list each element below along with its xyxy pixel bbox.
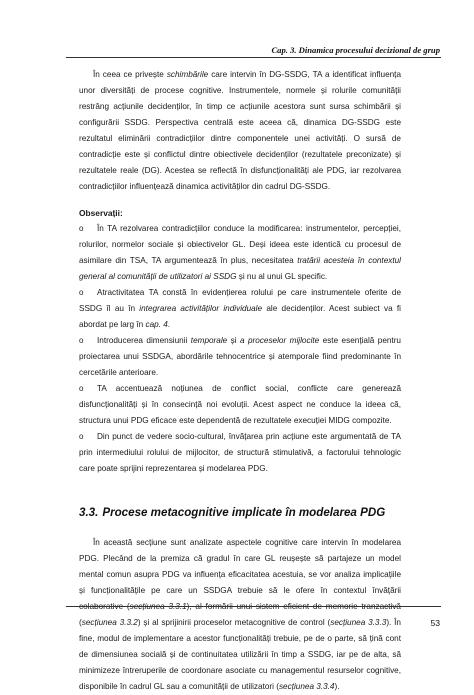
observations-title: Observații: xyxy=(79,208,123,218)
paragraph-dynamics: În ceea ce privește schimbările care intervin în DG-SSDG, TA a identificat influența unor diversități de procese cognitive. Instrumentele, normele și rolurile comunității restrâng acțiunile decidenților, în timp ce acțiunile acestora sunt sursa schimbării și configurării SSDG. Perspectiva centrală este aceea că, dinamica DG-SSDG este rezultatul eliminării contradicțiilor dintre componentele unei activități. O sursă de contradicție este și conflictul dintre obiectivele decidenților (rezultatele preconizate) și rezultatele reale (DG). Acestea se reflectă în disfuncționalități ale PDG, iar rezolvarea contradicțiilor influențează dinamica activităților din cadrul DG-SSDG. xyxy=(79,70,402,191)
bullet-icon: o xyxy=(79,384,84,393)
page-number: 53 xyxy=(430,618,440,628)
observation-item: o TA accentuează noțiunea de conflict social, conflicte care generează disfuncționalități și în consecință noi evoluții. Acest aspect ne conduce la ideea că, structura unui PDG eficace este dependentă de rezultatele execuției MIDG compozite. xyxy=(79,381,401,429)
bullet-icon: o xyxy=(79,288,84,297)
footer-divider xyxy=(66,606,441,607)
bullet-icon: o xyxy=(79,336,84,345)
header-divider xyxy=(66,57,441,58)
bullet-icon: o xyxy=(79,224,84,233)
section-heading xyxy=(79,505,401,521)
observation-item: o Din punct de vedere socio-cultural, învățarea prin acțiune este argumentată de TA prin intermediului rolului de mijlocitor, de structură stimulativă, a factorului tehnologic care poate sprijini reprezentarea și modelarea PDG. xyxy=(79,429,401,477)
bullet-icon: o xyxy=(79,432,84,441)
section-title: Procese metacognitive implicate în modelarea PDG xyxy=(102,506,386,519)
page-body xyxy=(79,67,401,695)
section-number: 3.3. xyxy=(79,506,99,519)
observation-item: o Introducerea dimensiunii temporale și a proceselor mijlocite este esențială pentru proiectarea unui SSDGA, abordările tehnocentrice și atemporale fiind predominante în cercetările anterioare. xyxy=(79,333,401,381)
observation-item: o Atractivitatea TA constă în evidențierea rolului pe care instrumentele oferite de SSDG îl au în integrarea activităților individuale ale decidenților. Acest subiect va fi abordat pe larg în cap. 4. xyxy=(79,285,401,333)
chapter-header: Cap. 3. Dinamica procesului decizional de grup xyxy=(271,45,440,55)
paragraph-section-intro: În această secțiune sunt analizate aspectele cognitive care intervin în modelarea PDG. Plecând de la premiza că gradul în care GL reușește să partajeze un model mental comun asupra PDG va influența eficacitatea acestuia, se vor analiza implicațiile și funcționalitățile pe care un SSDGA trebuie să le ofere în contextul învățării colaborative (secțiunea 3.3.1), al formării unui sistem eficient de memorie tranzactivă (secțiunea 3.3.2) și al sprijinirii proceselor metacognitive de control (secțiunea 3.3.3). În fine, modul de implementare a acestor funcționalități trebuie, pe de o parte, să țină cont de dimensiunea socială și de continuitatea utilizării în timp a SSDG, iar pe de alta, să minimizeze întreruperile de coordonare asociate cu managementul resurselor cognitive, disponibile în cadrul GL sau a comunității de utilizatori (secțiunea 3.3.4). xyxy=(79,538,401,691)
observation-item: o În TA rezolvarea contradicțiilor conduce la modificarea: instrumentelor, percepției, rolurilor, normelor sociale și obiectivelor GL. Deși ideea este identică cu procesul de asimilare din TSA, TA argumentează în plus, necesitatea tratării acesteia în contextul general al comunității de utilizatori ai SSDG și nu al unui GL specific. xyxy=(79,221,401,285)
